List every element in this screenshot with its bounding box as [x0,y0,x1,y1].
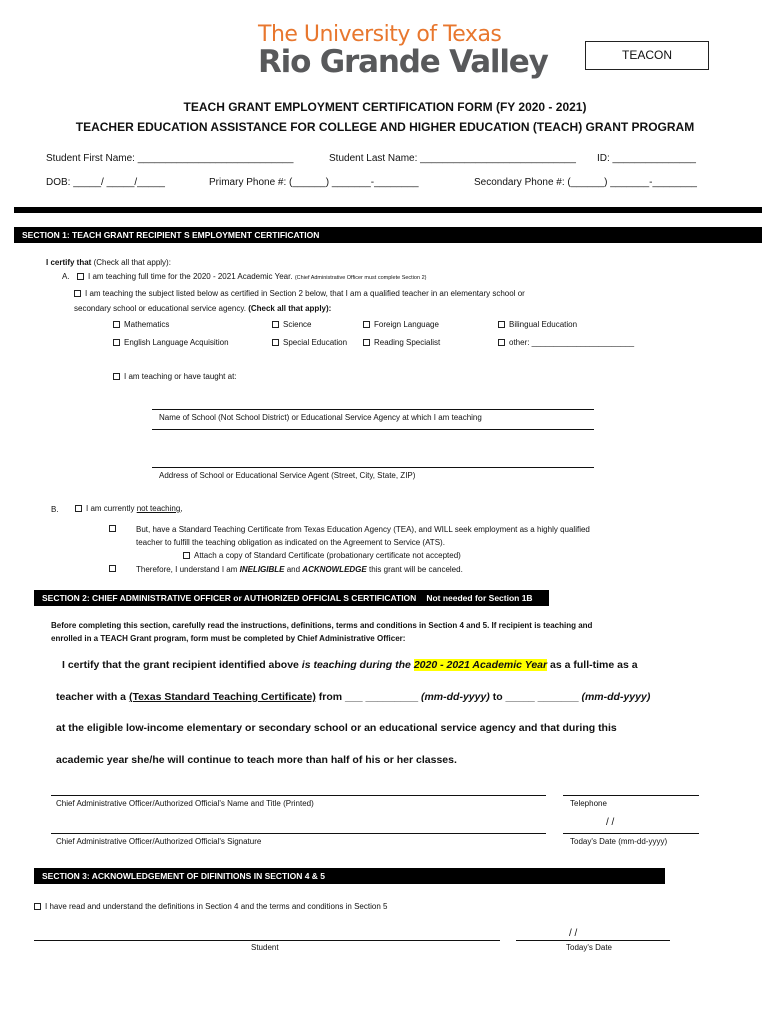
taught-at-option[interactable] [113,372,237,381]
option-a-text: I am teaching full time for the 2020 - 2021 Academic Year. [88,272,293,281]
b2-mid: and [284,565,303,574]
section1-header: SECTION 1: TEACH GRANT RECIPIENT S EMPLOYMENT CERTIFICATION [14,227,762,243]
ack-checkbox[interactable] [34,903,41,910]
subject-label: Science [283,320,312,329]
subject-label: Bilingual Education [509,320,578,329]
section2-header [34,590,549,606]
ack-option[interactable] [34,902,387,911]
date-slashes: / / [606,817,615,828]
ack-text: I have read and understand the definitions in Section 4 and the terms and conditions in Section 5 [45,902,388,911]
option-b-post: , [180,504,183,513]
subject-checkbox[interactable] [74,290,81,297]
b2-checkbox[interactable] [109,565,116,572]
secondary-phone-field[interactable]: Secondary Phone #: (______) _______-________ [474,177,697,188]
subject-line2-bold: (Check all that apply): [248,304,332,313]
checkbox[interactable] [113,321,120,328]
form-title: TEACH GRANT EMPLOYMENT CERTIFICATION FORM (FY 2020 - 2021) [183,100,587,114]
date-label: Today's Date (mm-dd-yyyy) [570,837,668,846]
b1-attach-text: Attach a copy of Standard Certificate (probationary certificate not accepted) [194,551,461,560]
checkbox[interactable] [113,339,120,346]
subject-science[interactable] [272,320,311,329]
student-last-name-field[interactable]: Student Last Name: ____________________________ [329,153,576,164]
b1-checkbox-wrap[interactable] [109,524,120,533]
subject-other[interactable] [498,338,634,347]
b2-pre: Therefore, I understand I am [136,565,240,574]
section2-intro2: enrolled in a TEACH Grant program, form must be completed by Chief Administrative Officer: [51,634,406,643]
name-title-label: Chief Administrative Officer/Authorized Official's Name and Title (Printed) [56,799,314,808]
cert2-underline: (Texas Standard Teaching Certificate) [128,691,316,703]
student-date-label: Today's Date [566,943,612,952]
subject-label: English Language Acquisition [124,338,229,347]
section2-header-note: Not needed for Section 1B [426,593,533,603]
taught-at-text: I am teaching or have taught at: [124,372,237,381]
subject-mathematics[interactable] [113,320,169,329]
b2-text [136,565,463,574]
b1-line2: teacher to fulfill the teaching obligation as indicated on the Agreement to Service (ATS). [136,538,445,547]
signature-line[interactable] [51,833,546,834]
student-id-field[interactable]: ID: _______________ [597,153,696,164]
b1-checkbox[interactable] [109,525,116,532]
cert1-post: as a full-time as a [547,659,638,671]
checkbox[interactable] [272,339,279,346]
option-b-checkbox[interactable] [75,505,82,512]
attach-checkbox[interactable] [183,552,190,559]
checkbox[interactable] [498,339,505,346]
form-subtitle: TEACHER EDUCATION ASSISTANCE FOR COLLEGE AND HIGHER EDUCATION (TEACH) GRANT PROGRAM [75,120,695,134]
cert2-pre: teacher with a [56,691,129,703]
cert2-from: from ___ _________ [315,691,421,703]
cert2-fmt1: (mm-dd-yyyy) [420,691,490,703]
student-date-slashes: / / [569,928,578,939]
cert1-italic: is teaching during the [301,659,414,671]
subject-foreign-language[interactable] [363,320,439,329]
cert-line4: academic year she/he will continue to teach more than half of his or her classes. [56,754,457,766]
student-label: Student [251,943,279,952]
b2-checkbox-wrap[interactable] [109,564,120,573]
option-b[interactable] [75,504,183,513]
telephone-line[interactable] [563,795,699,796]
subject-label: Foreign Language [374,320,439,329]
taught-at-checkbox[interactable] [113,373,120,380]
subject-label: Reading Specialist [374,338,441,347]
dob-field[interactable]: DOB: _____/ _____/_____ [46,177,165,188]
teacon-box: TEACON [585,41,709,70]
b2-ineligible: INELIGIBLE [239,565,285,574]
subject-line1: I am teaching the subject listed below as certified in Section 2 below, that I am a qualified teacher in an elementary school or [85,289,525,298]
subject-label: Special Education [283,338,348,347]
subject-line2-wrap [74,304,331,313]
cert2-to: to _____ _______ [489,691,582,703]
school-name-label: Name of School (Not School District) or Educational Service Agency at which I am teaching [159,413,482,422]
option-a-label: A. [62,272,70,281]
school-name-line[interactable] [152,409,594,410]
school-name-line2[interactable] [152,429,594,430]
option-a-checkbox[interactable] [77,273,84,280]
telephone-label: Telephone [570,799,607,808]
checkbox[interactable] [363,339,370,346]
certify-bold: I certify that [46,258,92,267]
option-b-underline: not teaching [136,504,181,513]
signature-label: Chief Administrative Officer/Authorized Official's Signature [56,837,262,846]
subject-label: other: _______________________ [509,338,635,347]
b2-post: this grant will be canceled. [366,565,463,574]
name-title-line[interactable] [51,795,546,796]
checkbox[interactable] [498,321,505,328]
cert-line3: at the eligible low-income elementary or secondary school or an educational service agency and that during this [56,722,617,734]
student-date-line[interactable] [516,940,670,941]
option-b-label: B. [51,505,59,514]
option-b-pre: I am currently [86,504,137,513]
b2-ack: ACKNOWLEDGE [302,565,367,574]
subject-label: Mathematics [124,320,170,329]
option-a-note: (Chief Administrative Officer must complete Section 2) [294,275,427,281]
student-signature-line[interactable] [34,940,500,941]
certify-text [46,258,171,267]
section2-header-text: SECTION 2: CHIEF ADMINISTRATIVE OFFICER or AUTHORIZED OFFICIAL S CERTIFICATION [42,593,417,603]
subject-special-education[interactable] [272,338,347,347]
option-a[interactable] [77,272,426,281]
checkbox[interactable] [272,321,279,328]
school-address-label: Address of School or Educational Service Agent (Street, City, State, ZIP) [159,471,416,480]
b1-attach[interactable] [183,551,461,560]
subject-bilingual-education[interactable] [498,320,577,329]
b1-line1: But, have a Standard Teaching Certificate from Texas Education Agency (TEA), and WILL seek employment as a highly qualified [136,525,590,534]
certify-rest: (Check all that apply): [91,258,171,267]
cert2-fmt2: (mm-dd-yyyy) [581,691,651,703]
cert-line1 [62,659,638,671]
logo-line2: Rio Grande Valley [258,44,548,80]
subject-line2: secondary school or educational service agency. [74,304,246,313]
subject-english-language-acquisition[interactable] [113,338,229,347]
logo-line1: The University of Texas [258,22,502,47]
subject-statement[interactable] [74,289,525,298]
school-address-line[interactable] [152,467,594,468]
date-line[interactable] [563,833,699,834]
section3-header: SECTION 3: ACKNOWLEDGEMENT OF DIFINITIONS IN SECTION 4 & 5 [34,868,665,884]
cert-line2[interactable] [56,691,650,703]
student-first-name-field[interactable]: Student First Name: ____________________________ [46,153,294,164]
checkbox[interactable] [363,321,370,328]
section2-intro1: Before completing this section, carefully read the instructions, definitions, terms and conditions in Section 4 and 5. If recipient is teaching and [51,621,593,630]
cert1-pre: I certify that the grant recipient identified above [62,659,302,671]
primary-phone-field[interactable]: Primary Phone #: (______) _______-________ [209,177,419,188]
subject-reading-specialist[interactable] [363,338,440,347]
divider-bar [14,207,762,213]
cert1-highlight: 2020 - 2021 Academic Year [413,659,548,671]
